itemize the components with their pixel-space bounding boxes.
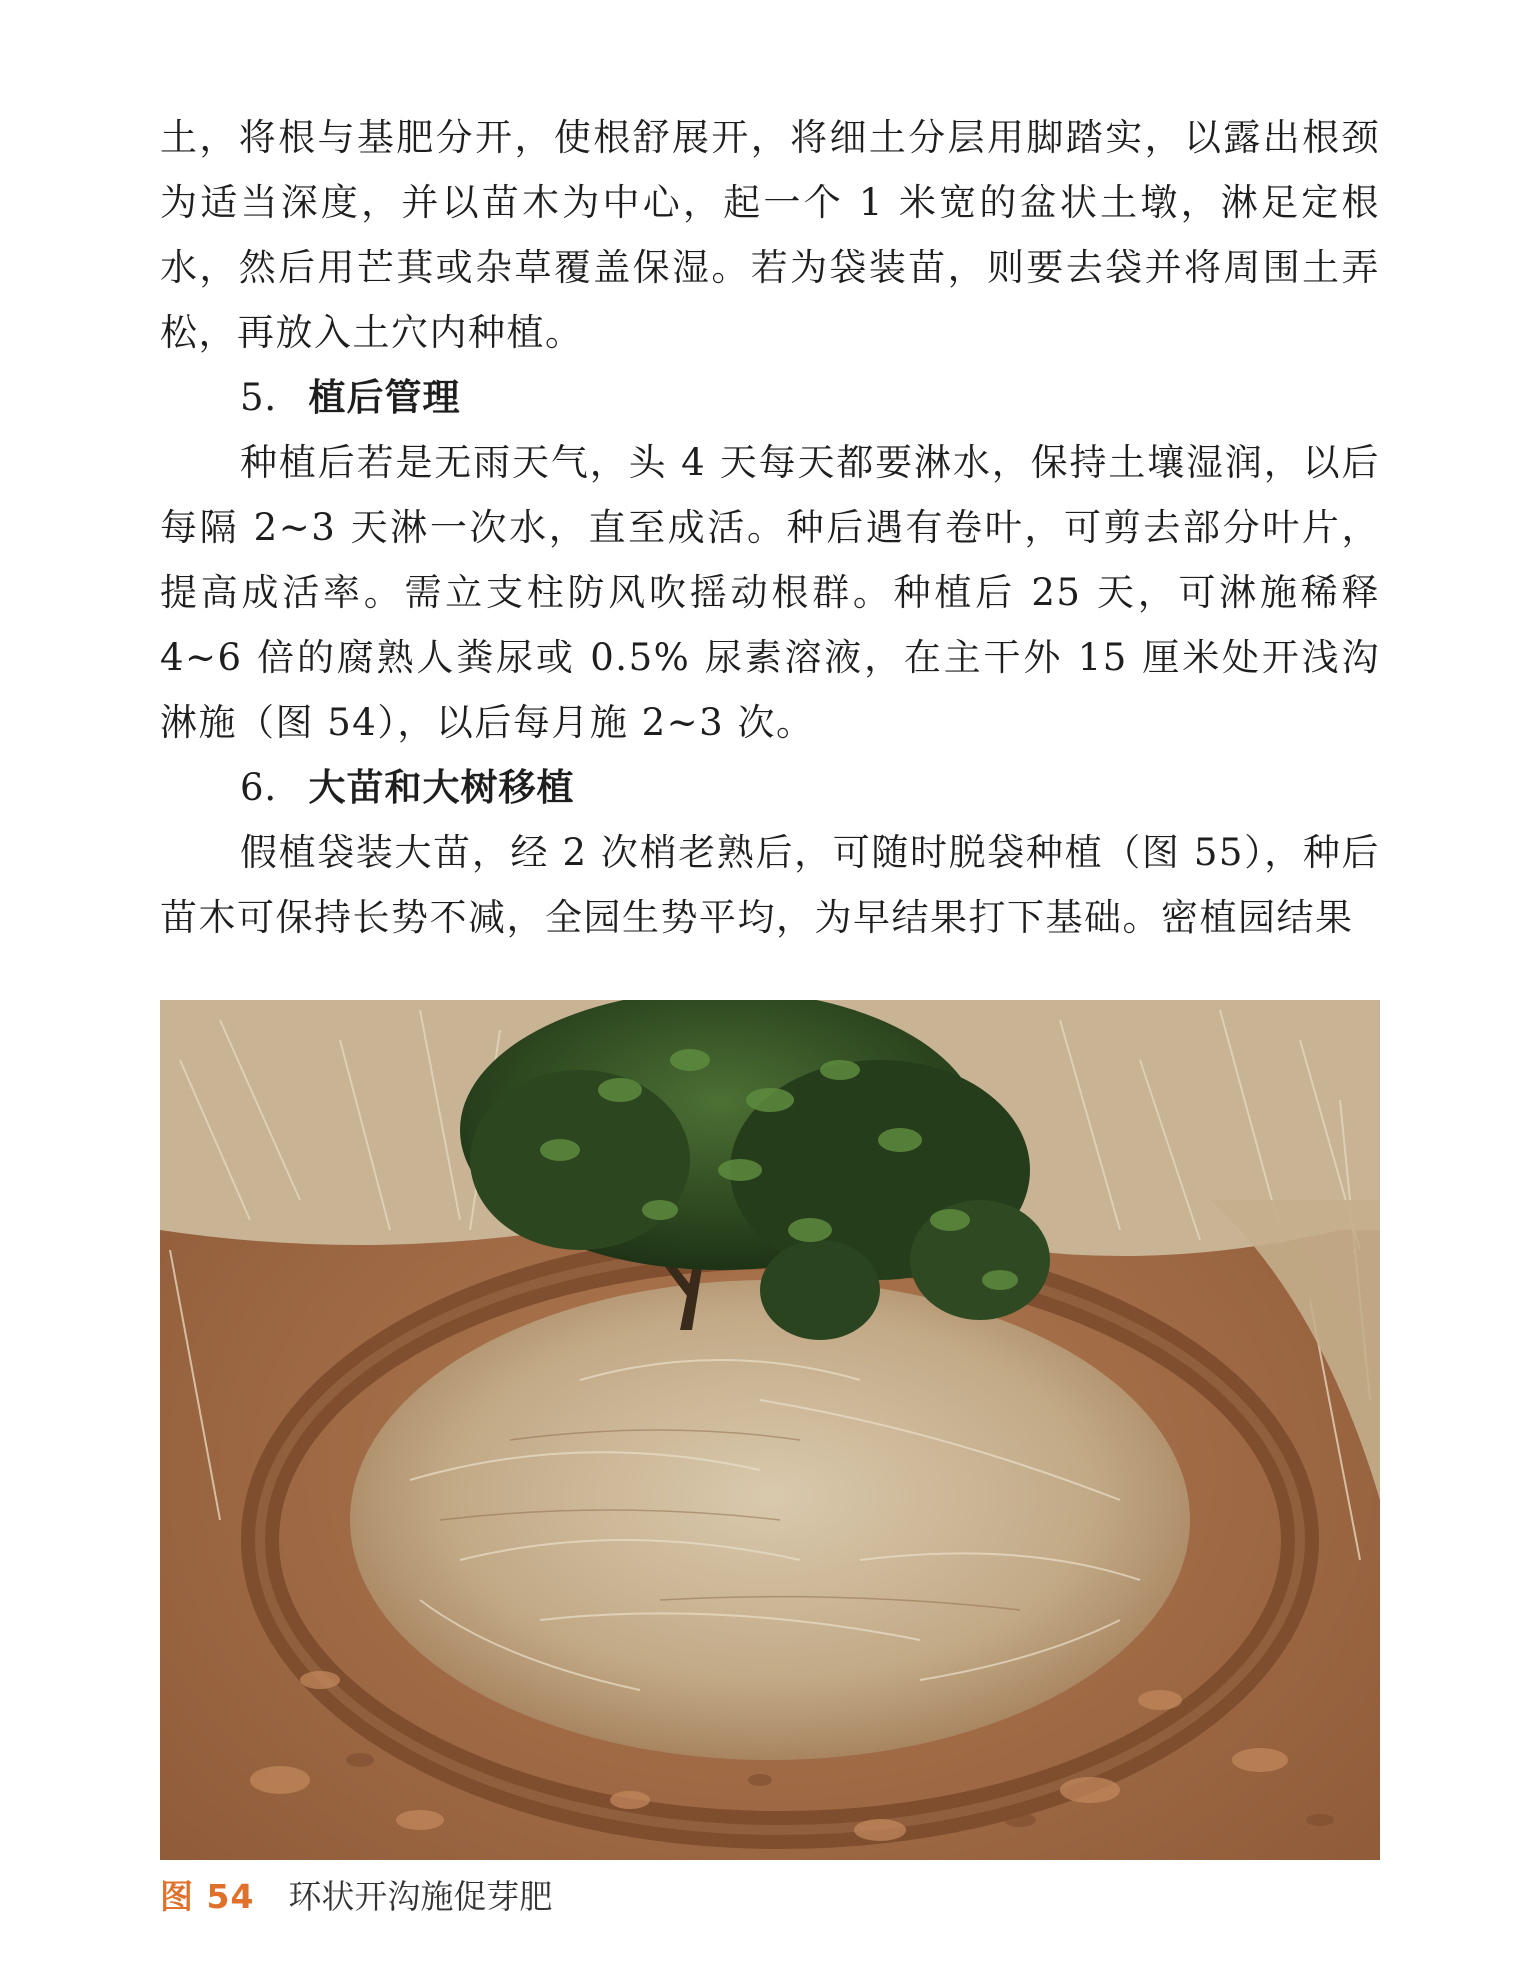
paragraph-continuation: 土，将根与基肥分开，使根舒展开，将细土分层用脚踏实，以露出根颈为适当深度，并以苗木为中心，起一个 1 米宽的盆状土墩，淋足定根水，然后用芒萁或杂草覆盖保湿。若为袋装苗，则要去袋并将周围土弄松，再放入土穴内种植。 (160, 116, 1380, 354)
section-5-paragraph: 种植后若是无雨天气，头 4 天每天都要淋水，保持土壤湿润，以后每隔 2~3 天淋一次水，直至成活。种后遇有卷叶，可剪去部分叶片，提高成活率。需立支柱防风吹摇动根群。种植后 25 天，可淋施稀释 4~6 倍的腐熟人粪尿或 0.5% 尿素溶液，在主干外 15 厘米处开浅沟淋施（图 54），以后每月施 2~3 次。 (160, 441, 1380, 744)
section-6-number: 6． (240, 766, 303, 809)
section-5-title: 植后管理 (308, 375, 461, 419)
figure-caption-text: 环状开沟施促芽肥 (288, 1877, 553, 1916)
section-6-paragraph: 假植袋装大苗，经 2 次梢老熟后，可随时脱袋种植（图 55），种后苗木可保持长势不减，全园生势平均，为早结果打下基础。密植园结果 (160, 831, 1380, 939)
figure-caption (160, 1875, 552, 1919)
section-6-title: 大苗和大树移植 (308, 765, 575, 809)
section-5-heading (160, 365, 1380, 430)
section-5-number: 5． (240, 376, 303, 419)
page-text (160, 105, 1380, 950)
figure-photo (160, 1000, 1380, 1860)
figure-label: 图 54 (160, 1877, 255, 1916)
straw-mulch (350, 1280, 1190, 1760)
seedling-photo-illustration (160, 1000, 1380, 1860)
section-6-heading (160, 755, 1380, 820)
